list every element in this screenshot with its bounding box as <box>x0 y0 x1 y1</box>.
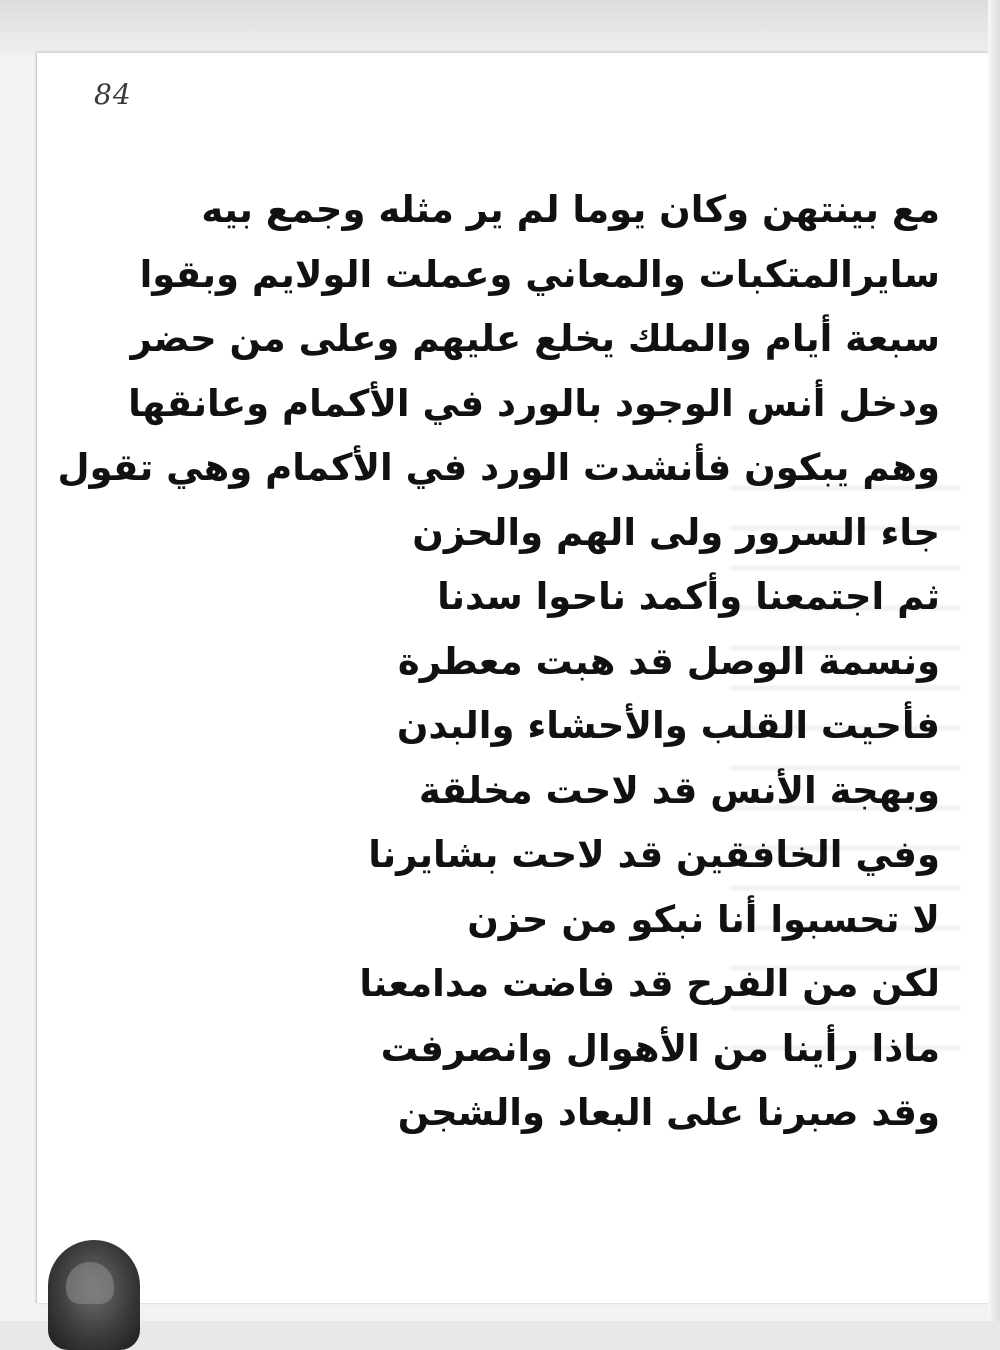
verse-line: ثم اجتمعنا وأكمد ناحوا سدنا <box>437 575 940 618</box>
manuscript-text <box>57 178 940 1146</box>
verse-line: جاء السرور ولى الهم والحزن <box>412 510 940 554</box>
text-line: ودخل أنس الوجود بالورد في الأكمام وعانقها <box>128 381 940 425</box>
verse-line: وقد صبرنا على البعاد والشجن <box>397 1091 940 1134</box>
verse-line: ونسمة الوصل قد هبت معطرة <box>397 639 940 683</box>
verse-line: لكن من الفرح قد فاضت مدامعنا <box>359 962 940 1005</box>
verse-line: ماذا رأينا من الأهوال وانصرفت <box>380 1026 940 1070</box>
page-number: 84 <box>94 78 132 111</box>
thumbnail-highlight <box>66 1262 114 1304</box>
verse-line: وفي الخافقين قد لاحت بشايرنا <box>368 833 940 876</box>
scan-top-margin <box>0 0 1000 55</box>
verse-line: وبهجة الأنس قد لاحت مخلقة <box>418 768 940 812</box>
text-line: سبعة أيام والملك يخلع عليهم وعلى من حضر <box>130 317 940 360</box>
verse-line: لا تحسبوا أنا نبكو من حزن <box>467 897 940 941</box>
page-edge <box>988 0 1000 1321</box>
verse-line: فأحيت القلب والأحشاء والبدن <box>396 704 940 747</box>
text-line: سايرالمتكبات والمعاني وعملت الولايم وبقوا <box>139 252 940 296</box>
text-line: وهم يبكون فأنشدت الورد في الأكمام وهي تقول <box>57 446 940 489</box>
text-line: مع بينتهن وكان يوما لم ير مثله وجمع بيه <box>201 188 940 231</box>
